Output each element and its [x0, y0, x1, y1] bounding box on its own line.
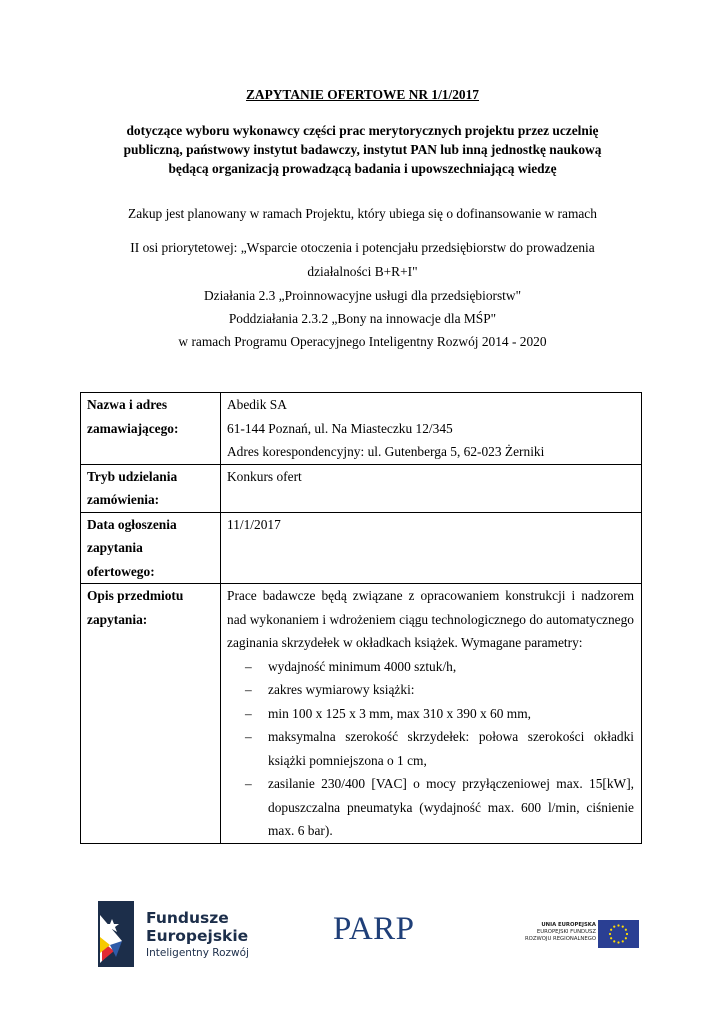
list-item	[227, 772, 634, 843]
table-row	[81, 464, 642, 512]
param-text: zakres wymiarowy książki:	[268, 682, 415, 697]
procurement-mode: Konkurs ofert	[227, 468, 302, 484]
fundusze-europejskie-flag-icon	[98, 901, 134, 967]
eu-logo-text	[490, 922, 596, 943]
row-value	[221, 393, 642, 465]
fe-logo-line: Europejskie	[146, 927, 249, 945]
param-text: min 100 x 125 x 3 mm, max 310 x 390 x 60 mm,	[268, 705, 531, 721]
fe-logo-line: Fundusze	[146, 909, 229, 927]
eu-star	[626, 933, 628, 935]
footer-logos	[0, 895, 725, 975]
eu-star	[613, 926, 615, 928]
row-label	[81, 512, 221, 584]
row-label-line: Data ogłoszenia	[87, 516, 177, 532]
parameter-list	[227, 655, 634, 843]
eu-star	[613, 940, 615, 942]
correspondence-address: Adres korespondencyjny: ul. Gutenberga 5, 62-023 Żerniki	[227, 444, 545, 459]
table-row	[81, 393, 642, 465]
param-text: wydajność minimum 4000 sztuk/h,	[268, 658, 457, 674]
eu-star	[622, 926, 624, 928]
row-label	[81, 584, 221, 844]
row-label-line: zamówienia:	[87, 492, 160, 507]
row-value	[221, 584, 642, 844]
row-value	[221, 512, 642, 584]
intro-text-6: w ramach Programu Operacyjnego Inteligentny Rozwój 2014 - 2020	[178, 334, 547, 349]
subtitle-line: będącą organizacją prowadzącą badania i upowszechniającą wiedzę	[168, 161, 557, 176]
eu-star	[610, 929, 612, 931]
eu-flag-background	[598, 920, 639, 948]
row-label-line: Nazwa i adres	[87, 397, 168, 412]
intro-text-1: Zakup jest planowany w ramach Projektu, który ubiega się o dofinansowanie w ramach	[128, 206, 597, 221]
eu-star	[622, 940, 624, 942]
row-label-line: ofertowego:	[87, 563, 155, 579]
row-label-line: Tryb udzielania	[87, 468, 178, 484]
dash-bullet: –	[245, 705, 252, 721]
fe-logo-text	[146, 909, 249, 961]
dash-bullet: –	[245, 776, 252, 791]
row-label-line: zapytania	[87, 540, 143, 555]
info-table	[80, 392, 642, 844]
eu-logo-line: ROZWOJU REGIONALNEGO	[525, 936, 596, 942]
row-label	[81, 393, 221, 465]
subtitle-line: dotyczące wyboru wykonawcy części prac merytorycznych projektu przez uczelnię	[126, 123, 599, 138]
announcement-date: 11/1/2017	[227, 516, 281, 532]
parp-logo: PARP	[333, 911, 415, 947]
description-text: Prace badawcze będą związane z opracowaniem konstrukcji i nadzorem nad wykonaniem i wdrożeniem ciągu technologicznego do automatycznego zaginania skrzydełek w okładkach książek. Wymagane parametry:	[227, 588, 634, 650]
list-item	[227, 725, 634, 772]
eu-star	[617, 924, 619, 926]
dash-bullet: –	[245, 658, 252, 674]
page-title: ZAPYTANIE OFERTOWE NR 1/1/2017	[245, 87, 480, 102]
eu-flag-icon	[598, 920, 639, 948]
fe-logo-line: Inteligentny Rozwój	[146, 947, 249, 959]
intro-text-3: działalności B+R+I"	[307, 264, 418, 279]
page-subtitle	[95, 121, 630, 178]
list-item	[227, 678, 634, 702]
param-text: zasilanie 230/400 [VAC] o mocy przyłączeniowej max. 15[kW], dopuszczalna pneumatyka (wydajność max. 600 l/min, ciśnienie max. 6 bar).	[268, 776, 634, 838]
dash-bullet: –	[245, 729, 252, 744]
row-value	[221, 464, 642, 512]
table-row	[81, 584, 642, 844]
eu-logo-line: EUROPEJSKI FUNDUSZ	[536, 929, 596, 935]
eu-logo-line: UNIA EUROPEJSKA	[541, 922, 596, 928]
table-row	[81, 512, 642, 584]
company-name: Abedik SA	[227, 397, 287, 412]
intro-text-5: Poddziałania 2.3.2 „Bony na innowacje dla MŚP"	[228, 311, 497, 326]
eu-star	[610, 937, 612, 939]
intro-text-4: Działania 2.3 „Proinnowacyjne usługi dla przedsiębiorstw"	[203, 288, 522, 303]
eu-star	[609, 933, 611, 935]
subtitle-line: publiczną, państwowy instytut badawczy, instytut PAN lub inną jednostkę naukową	[123, 142, 602, 157]
company-address: 61-144 Poznań, ul. Na Miasteczku 12/345	[227, 420, 453, 436]
row-label-line: Opis przedmiotu	[87, 588, 184, 603]
list-item	[227, 655, 634, 679]
param-text: maksymalna szerokość skrzydełek: połowa szerokości okładki książki pomniejszona o 1 cm,	[268, 729, 634, 768]
intro-text-2: II osi priorytetowej: „Wsparcie otoczenia i potencjału przedsiębiorstw do prowadzenia	[130, 240, 595, 255]
row-label-line: zamawiającego:	[87, 420, 179, 436]
row-label-line: zapytania:	[87, 611, 148, 627]
dash-bullet: –	[245, 682, 252, 697]
eu-star	[617, 941, 619, 943]
list-item	[227, 702, 634, 726]
row-label	[81, 464, 221, 512]
eu-star	[625, 929, 627, 931]
eu-star	[625, 937, 627, 939]
